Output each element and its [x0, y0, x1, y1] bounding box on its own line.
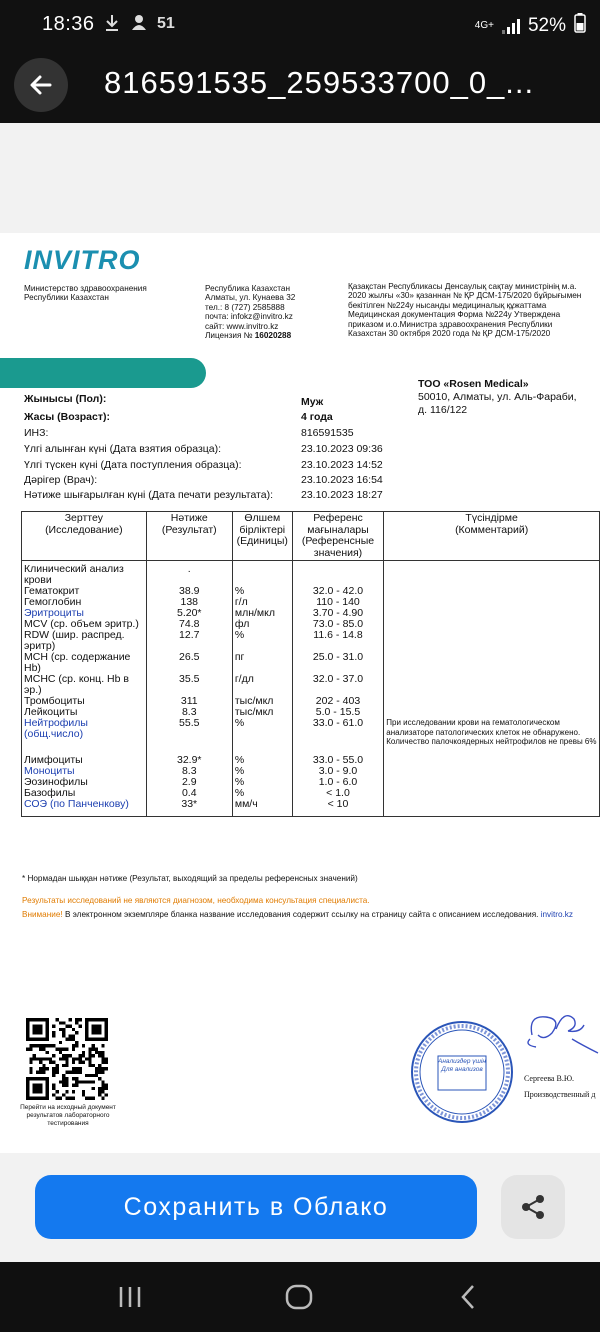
sex-label: Жынысы (Пол): — [24, 393, 107, 405]
result-value: 12.7 — [146, 630, 232, 652]
result-comment: При исследовании крови на гематологическом анализаторе патологических клеток не обнаружено. Количество палочкоядерных нейтрофилов не превы 6% — [384, 718, 600, 755]
signer-position: Производственный д — [524, 1090, 596, 1099]
col-header-test: Зерттеу (Исследование) — [22, 512, 147, 561]
result-unit: фл — [232, 619, 292, 630]
lab-info — [418, 378, 577, 417]
result-unit: % — [232, 766, 292, 777]
result-value: 311 — [146, 696, 232, 707]
table-row — [22, 652, 600, 674]
result-reference: 33.0 - 61.0 — [292, 718, 384, 755]
result-unit: % — [232, 755, 292, 766]
result-name: Лейкоциты — [22, 707, 147, 718]
result-reference: < 1.0 — [292, 788, 384, 799]
result-comment — [384, 707, 600, 718]
result-value: 8.3 — [146, 707, 232, 718]
inz-label: ИНЗ: — [24, 427, 49, 439]
result-reference: 32.0 - 37.0 — [292, 674, 384, 696]
col-header-comment: Түсіндірме (Комментарий) — [384, 512, 600, 561]
result-name: Лимфоциты — [22, 755, 147, 766]
header-ministry: Министерство здравоохранения Республики Казахстан — [24, 284, 147, 303]
signature — [522, 1005, 600, 1073]
table-header-row — [22, 512, 600, 561]
receipt-date-value: 23.10.2023 14:52 — [301, 459, 383, 471]
result-reference: 3.0 - 9.0 — [292, 766, 384, 777]
battery-icon — [574, 13, 586, 39]
battery-level: 52% — [527, 15, 566, 36]
result-comment — [384, 766, 600, 777]
status-time: 18:36 — [42, 13, 95, 35]
save-to-cloud-button[interactable]: Сохранить в Облако — [35, 1175, 477, 1239]
doctor-value: 23.10.2023 16:54 — [301, 474, 383, 486]
notification-count: 51 — [157, 15, 175, 32]
result-reference: 1.0 - 6.0 — [292, 777, 384, 788]
signer-name: Сергеева В.Ю. — [524, 1074, 575, 1083]
result-name: Тромбоциты — [22, 696, 147, 707]
result-reference: 3.70 - 4.90 — [292, 608, 384, 619]
chevron-left-icon — [458, 1283, 478, 1311]
result-name: Гемоглобин — [22, 597, 147, 608]
result-comment — [384, 755, 600, 766]
result-name[interactable]: Нейтрофилы (общ.число) — [22, 718, 147, 755]
result-unit: пг — [232, 652, 292, 674]
sex-value: Муж — [301, 396, 324, 408]
receipt-date-label: Үлгі түскен күні (Дата поступления образца): — [24, 459, 242, 471]
result-reference: 11.6 - 14.8 — [292, 630, 384, 652]
share-icon — [518, 1192, 548, 1222]
result-name[interactable]: СОЭ (по Панченкову) — [22, 799, 147, 810]
result-comment — [384, 777, 600, 788]
result-unit: г/л — [232, 597, 292, 608]
result-comment — [384, 597, 600, 608]
header-order: Қазақстан Республикасы Денсаулық сақтау министрінің м.а. 2020 жылғы «30» қазаннан № ҚР ДСМ-175/2020 бұйрығымен бекітілген №224у нысанды медициналық құжаттама Медицинская документация Форма №224у Утверждена приказом и.о.Министра здравоохранения Республики Казахстан 30 октября 2020 года № ҚР ДСМ-175/2020 — [348, 282, 582, 339]
result-name: MCHC (ср. конц. Hb в эр.) — [22, 674, 147, 696]
result-unit: % — [232, 718, 292, 755]
result-unit: % — [232, 630, 292, 652]
table-row — [22, 674, 600, 696]
download-icon — [104, 13, 120, 38]
result-comment — [384, 630, 600, 652]
result-unit: тыс/мкл — [232, 696, 292, 707]
result-reference: 73.0 - 85.0 — [292, 619, 384, 630]
network-type: 4G+ — [474, 20, 494, 31]
back-button[interactable] — [14, 58, 68, 112]
result-comment — [384, 696, 600, 707]
result-value: 74.8 — [146, 619, 232, 630]
qr-code[interactable] — [26, 1018, 108, 1100]
section-result: . — [146, 561, 232, 587]
result-value: 8.3 — [146, 766, 232, 777]
invitro-link[interactable]: invitro.kz — [540, 910, 573, 919]
inz-value: 816591535 — [301, 427, 354, 439]
result-reference: 25.0 - 31.0 — [292, 652, 384, 674]
result-value: 2.9 — [146, 777, 232, 788]
result-value: 26.5 — [146, 652, 232, 674]
table-row — [22, 586, 600, 597]
table-row — [22, 707, 600, 718]
share-button[interactable] — [501, 1175, 565, 1239]
result-unit: % — [232, 586, 292, 597]
result-reference: 5.0 - 15.5 — [292, 707, 384, 718]
print-date-label: Нәтиже шығарылған күні (Дата печати результата): — [24, 489, 274, 501]
result-comment — [384, 799, 600, 810]
section-title: Клинический анализ крови — [22, 561, 147, 587]
recent-apps-button[interactable] — [110, 1282, 150, 1312]
notification-app-icon — [130, 13, 148, 38]
back-nav-button[interactable] — [448, 1282, 488, 1312]
result-comment — [384, 652, 600, 674]
result-name: Гематокрит — [22, 586, 147, 597]
results-body — [22, 561, 600, 817]
result-name: MCV (ср. объем эритр.) — [22, 619, 147, 630]
home-icon — [284, 1283, 314, 1311]
col-header-result: Нәтиже (Результат) — [146, 512, 232, 561]
result-unit: % — [232, 777, 292, 788]
table-row — [22, 630, 600, 652]
result-name: Эозинофилы — [22, 777, 147, 788]
arrow-left-icon — [28, 72, 54, 98]
doctor-label: Дәрігер (Врач): — [24, 474, 98, 486]
table-row — [22, 799, 600, 810]
result-reference: 110 - 140 — [292, 597, 384, 608]
age-value: 4 года — [301, 411, 333, 423]
section-row — [22, 561, 600, 587]
stamp-text: Анализдер үшін Для анализов — [438, 1058, 486, 1073]
results-table — [21, 511, 600, 817]
license-number: 16020288 — [254, 331, 292, 341]
status-bar — [0, 0, 600, 48]
status-right — [475, 13, 586, 39]
result-unit: тыс/мкл — [232, 707, 292, 718]
result-reference: 33.0 - 55.0 — [292, 755, 384, 766]
lab-address: 50010, Алматы, ул. Аль-Фараби, д. 116/122 — [418, 391, 577, 416]
result-name: RDW (шир. распред. эритр) — [22, 630, 147, 652]
qr-caption: Перейти на исходный документ результатов лабораторного тестирования — [20, 1104, 116, 1127]
result-name[interactable]: Эритроциты — [22, 608, 147, 619]
result-name: Базофилы — [22, 788, 147, 799]
table-row — [22, 597, 600, 608]
table-row — [22, 755, 600, 766]
recent-apps-icon — [116, 1284, 144, 1310]
redaction-mark — [0, 358, 206, 388]
result-comment — [384, 674, 600, 696]
result-reference: 32.0 - 42.0 — [292, 586, 384, 597]
col-header-units: Өлшем бірліктері (Единицы) — [232, 512, 292, 561]
table-spacer — [22, 810, 600, 817]
result-unit: млн/мкл — [232, 608, 292, 619]
print-date-value: 23.10.2023 18:27 — [301, 489, 383, 501]
result-value: 38.9 — [146, 586, 232, 597]
result-value: 5.20* — [146, 608, 232, 619]
table-row — [22, 766, 600, 777]
result-reference: < 10 — [292, 799, 384, 810]
result-reference: 202 - 403 — [292, 696, 384, 707]
result-comment — [384, 619, 600, 630]
result-value: 138 — [146, 597, 232, 608]
age-label: Жасы (Возраст): — [24, 411, 110, 423]
footnote: * Нормадан шыққан нәтиже (Результат, выходящий за пределы референсных значений) — [22, 874, 358, 883]
sample-date-label: Үлгі алынған күні (Дата взятия образца): — [24, 443, 222, 455]
result-comment — [384, 586, 600, 597]
result-value: 32.9* — [146, 755, 232, 766]
table-row — [22, 696, 600, 707]
lab-name: ТОО «Rosen Medical» — [418, 378, 529, 390]
result-value: 55.5 — [146, 718, 232, 755]
table-row — [22, 718, 600, 755]
result-unit: % — [232, 788, 292, 799]
sample-date-value: 23.10.2023 09:36 — [301, 443, 383, 455]
document-page[interactable] — [0, 233, 600, 1153]
warning-link-note: Внимание! В электронном экземпляре бланка название исследования содержит ссылку на страницу сайта с описанием исследования. invitro.kz — [22, 910, 573, 919]
signal-icon — [502, 18, 520, 34]
result-value: 35.5 — [146, 674, 232, 696]
result-comment — [384, 608, 600, 619]
result-value: 33* — [146, 799, 232, 810]
warning-diagnosis: Результаты исследований не являются диагнозом, необходима консультация специалиста. — [22, 896, 370, 905]
result-value: 0.4 — [146, 788, 232, 799]
document-title: 816591535_259533700_0_... — [104, 65, 535, 100]
invitro-logo: INVITRO — [24, 245, 141, 275]
home-button[interactable] — [279, 1282, 319, 1312]
result-unit: мм/ч — [232, 799, 292, 810]
table-row — [22, 777, 600, 788]
header-address: Республика Казахстан Алматы, ул. Кунаева 32 тел.: 8 (727) 2585888 почта: infokz@invitro.kz сайт: www.invitro.kz Лицензия № 16020288 — [205, 284, 296, 341]
result-unit: г/дл — [232, 674, 292, 696]
result-name: MCH (ср. содержание Hb) — [22, 652, 147, 674]
col-header-reference: Референс мағыналары (Референсные значения) — [292, 512, 384, 561]
app-bar — [0, 48, 600, 123]
system-nav-bar — [0, 1262, 600, 1332]
result-name[interactable]: Моноциты — [22, 766, 147, 777]
result-comment — [384, 788, 600, 799]
